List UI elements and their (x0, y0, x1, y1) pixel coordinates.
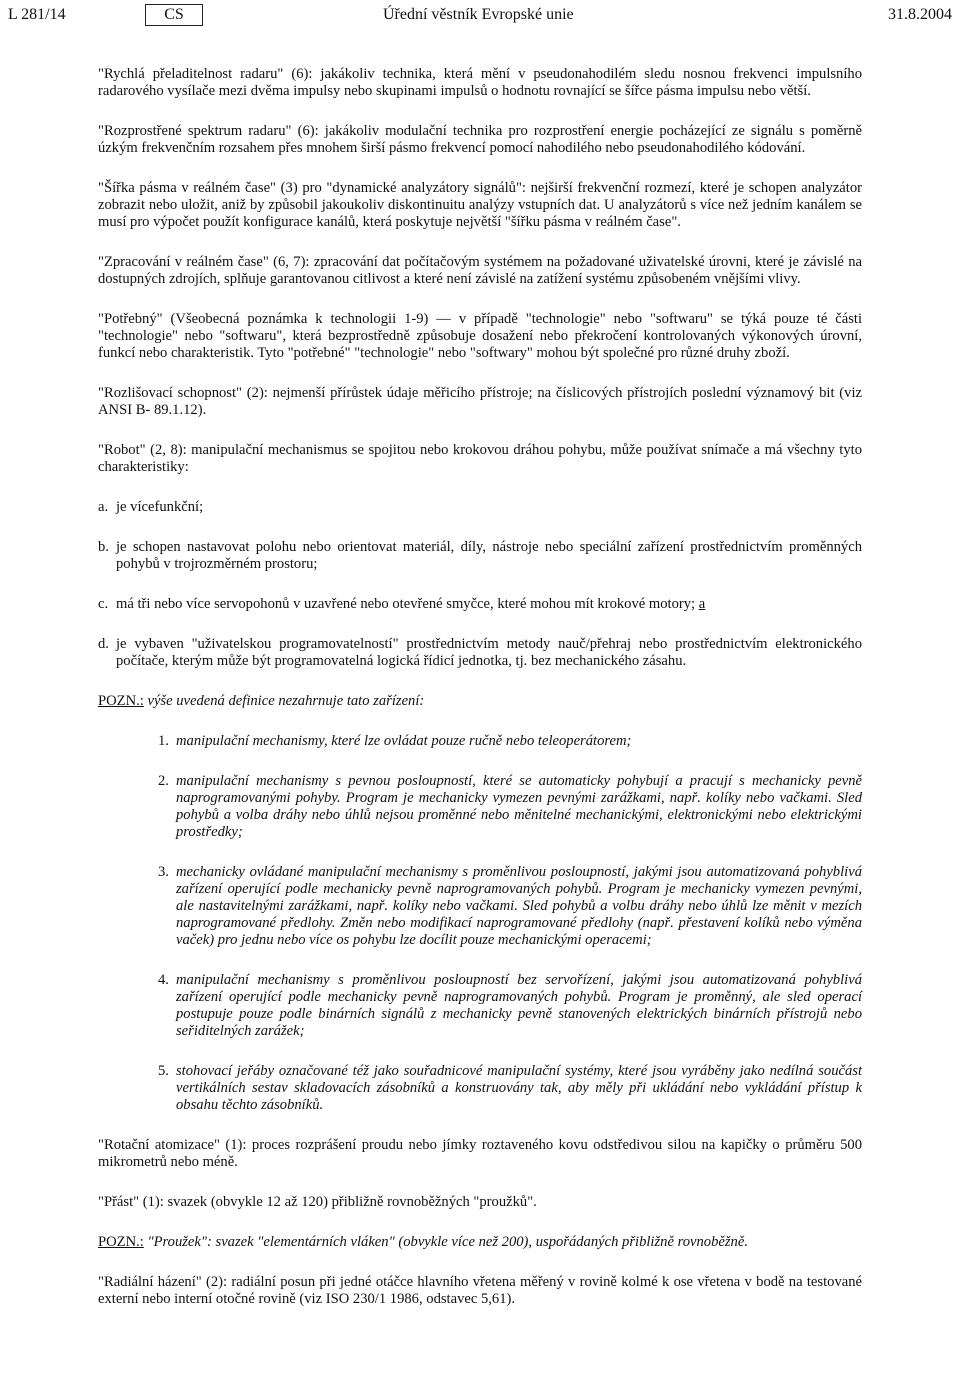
note-label: POZN.: (98, 1234, 144, 1250)
list-item-label: c. (98, 596, 109, 612)
list-item (98, 596, 862, 613)
note-list-item (158, 773, 862, 841)
list-item-label: d. (98, 636, 109, 652)
note-heading (98, 1234, 862, 1251)
note-heading (98, 693, 862, 710)
issue-date: 31.8.2004 (888, 6, 952, 23)
note-item-text: mechanicky ovládané manipulační mechanismy s proměnlivou posloupností, jakými jsou automatizovaná pohyblivá zařízení operující podle mechanicky pevně naprogramovaných pohybů. Program je mechanicky vymezen pevnými, ale nastavitelnými zarážkami, např. kolíky nebo vačkami. Sled pohybů a volbu dráhy nebo úhlů lze měnit v mezích naprogramované předlohy. Změn nebo modifikací naprogramované předlohy (např. přestavení kolíků nebo výměna vaček) pro jednu nebo více os pohybu lze docílit pouze mechanickými operacemi; (176, 864, 862, 948)
definition-paragraph: "Radiální házení" (2): radiální posun při jedné otáčce hlavního vřetena měřený v rovině kolmé k ose vřetena v bodě na testované externí nebo interní otočné rovině (viz ISO 230/1 1986, odstavec 5,61). (98, 1274, 862, 1307)
definition-paragraph: "Potřebný" (Všeobecná poznámka k technologii 1-9) — v případě "technologie" nebo "softwaru" se týká pouze té části "technologie" nebo "softwaru", která bezprostředně způsobuje dosažení nebo překročení kontrolovaných výkonových úrovní, funkcí nebo charakteristik. Tyto "potřebné" "technologie" nebo "softwary" mohou být společné pro různé druhy zboží. (98, 311, 862, 361)
list-item (98, 636, 862, 670)
list-item-text: je vícefunkční; (116, 499, 204, 515)
list-item-content (116, 596, 862, 613)
note-text: "Proužek": svazek "elementárních vláken" (obvykle více než 200), uspořádaných přibližně rovnoběžně. (147, 1234, 748, 1250)
definition-paragraph: "Šířka pásma v reálném čase" (3) pro "dynamické analyzátory signálů": nejširší frekvenční rozmezí, které je schopen analyzátor zobrazit nebo uložit, aniž by způsobil jakoukoliv diskontinuitu analýzy vstupních dat. U analyzátorů s více než jedním kanálem se musí pro výpočet použít konfigurace kanálů, která poskytuje největší "šířku pásma v reálném čase". (98, 180, 862, 230)
note-list-item (158, 733, 862, 750)
journal-title: Úřední věstník Evropské unie (383, 6, 574, 23)
definition-paragraph: "Rozlišovací schopnost" (2): nejmenší přírůstek údaje měřicího přístroje; na číslicových přístrojích poslední významový bit (viz ANSI B- 89.1.12). (98, 385, 862, 418)
note-item-label: 4. (158, 972, 169, 988)
definition-paragraph: "Rychlá přeladitelnost radaru" (6): jakákoliv technika, která mění v pseudonahodilém sledu nosnou frekvenci impulsního radarového vysílače mezi dvěma impulsy nebo skupinami impulsů o hodnotu rovnající se šířce pásma impulsu nebo větší. (98, 66, 862, 99)
note-text: výše uvedená definice nezahrnuje tato zařízení: (147, 693, 425, 709)
page-header (8, 4, 952, 30)
note-item-text: stohovací jeřáby označované též jako souřadnicové manipulační systémy, které jsou vyráběny jako nedílná součást vertikálních sestav skladovacích zásobníků a konstruovány tak, aby měly při ukládání nebo vykládání přístup k obsahu těchto zásobníků. (176, 1063, 862, 1113)
definition-paragraph: "Rotační atomizace" (1): proces rozprášení proudu nebo jímky roztaveného kovu odstředivou silou na kapičky o průměru 500 mikrometrů nebo méně. (98, 1137, 862, 1170)
definition-paragraph: "Robot" (2, 8): manipulační mechanismus se spojitou nebo krokovou dráhou pohybu, může používat snímače a má všechny tyto charakteristiky: (98, 442, 862, 475)
language-code-box: CS (145, 4, 203, 26)
note-label: POZN.: (98, 693, 144, 709)
list-item-text: má tři nebo více servopohonů v uzavřené nebo otevřené smyčce, které mohou mít krokové motory; (116, 596, 696, 612)
list-item-label: b. (98, 539, 109, 555)
list-item-label: a. (98, 499, 109, 515)
note-list-item (158, 864, 862, 949)
definition-paragraph: "Přást" (1): svazek (obvykle 12 až 120) přibližně rovnoběžných "proužků". (98, 1194, 537, 1210)
note-item-text: manipulační mechanismy s pevnou posloupností, které se automaticky pohybují a pracují s mechanicky pevně naprogramovanými pohyby. Program je mechanicky vymezen pevnými zarážkami, např. kolíky nebo vačkami. Sled pohybů a volba dráhy nebo úhlů nejsou proměnné nebo měnitelné mechanickými, elektronickými nebo elektrickými prostředky; (176, 773, 862, 840)
note-list-item (158, 972, 862, 1040)
list-item-text: je schopen nastavovat polohu nebo orientovat materiál, díly, nástroje nebo speciální zařízení prostřednictvím proměnných pohybů v trojrozměrném prostoru; (116, 539, 862, 572)
list-item (98, 499, 862, 516)
list-item-text: je vybaven "uživatelskou programovatelností" prostřednictvím metody nauč/přehraj nebo prostřednictvím elektronického počítače, kterým může být programovatelná logická řídicí jednotka, tj. bez mechanického zásahu. (116, 636, 862, 669)
document-body (98, 66, 862, 1331)
note-item-text: manipulační mechanismy, které lze ovládat pouze ručně nebo teleoperátorem; (176, 733, 632, 749)
note-item-label: 5. (158, 1063, 169, 1079)
definition-paragraph: "Zpracování v reálném čase" (6, 7): zpracování dat počítačovým systémem na požadované uživatelské úrovni, které je závislé na dostupných zdrojích, splňuje garantovanou citlivost a které není závislé na zatížení systému způsobeném vnějšími vlivy. (98, 254, 862, 287)
conjunction-underlined: a (698, 596, 706, 612)
note-item-label: 1. (158, 733, 169, 749)
definition-paragraph: "Rozprostřené spektrum radaru" (6): jakákoliv modulační technika pro rozprostření energie pocházející ze signálu s poměrně úzkým frekvenčním rozsahem přes mnohem širší pásmo frekvencí pomocí nahodilého nebo pseudonahodilého kódování. (98, 123, 862, 156)
note-item-label: 2. (158, 773, 169, 789)
page-number: L 281/14 (8, 6, 66, 23)
list-item (98, 539, 862, 573)
note-item-label: 3. (158, 864, 169, 880)
note-list-item (158, 1063, 862, 1114)
note-item-text: manipulační mechanismy s proměnlivou posloupností bez servořízení, jakými jsou automatizovaná pohyblivá zařízení operující podle mechanicky pevně naprogramovaných pohybů. Program je proměnný, ale sled operací postupuje pouze podle binárních signálů z mechanicky pevně stanovených elektrických binárních přístrojů nebo seřiditelných zarážek; (176, 972, 862, 1039)
